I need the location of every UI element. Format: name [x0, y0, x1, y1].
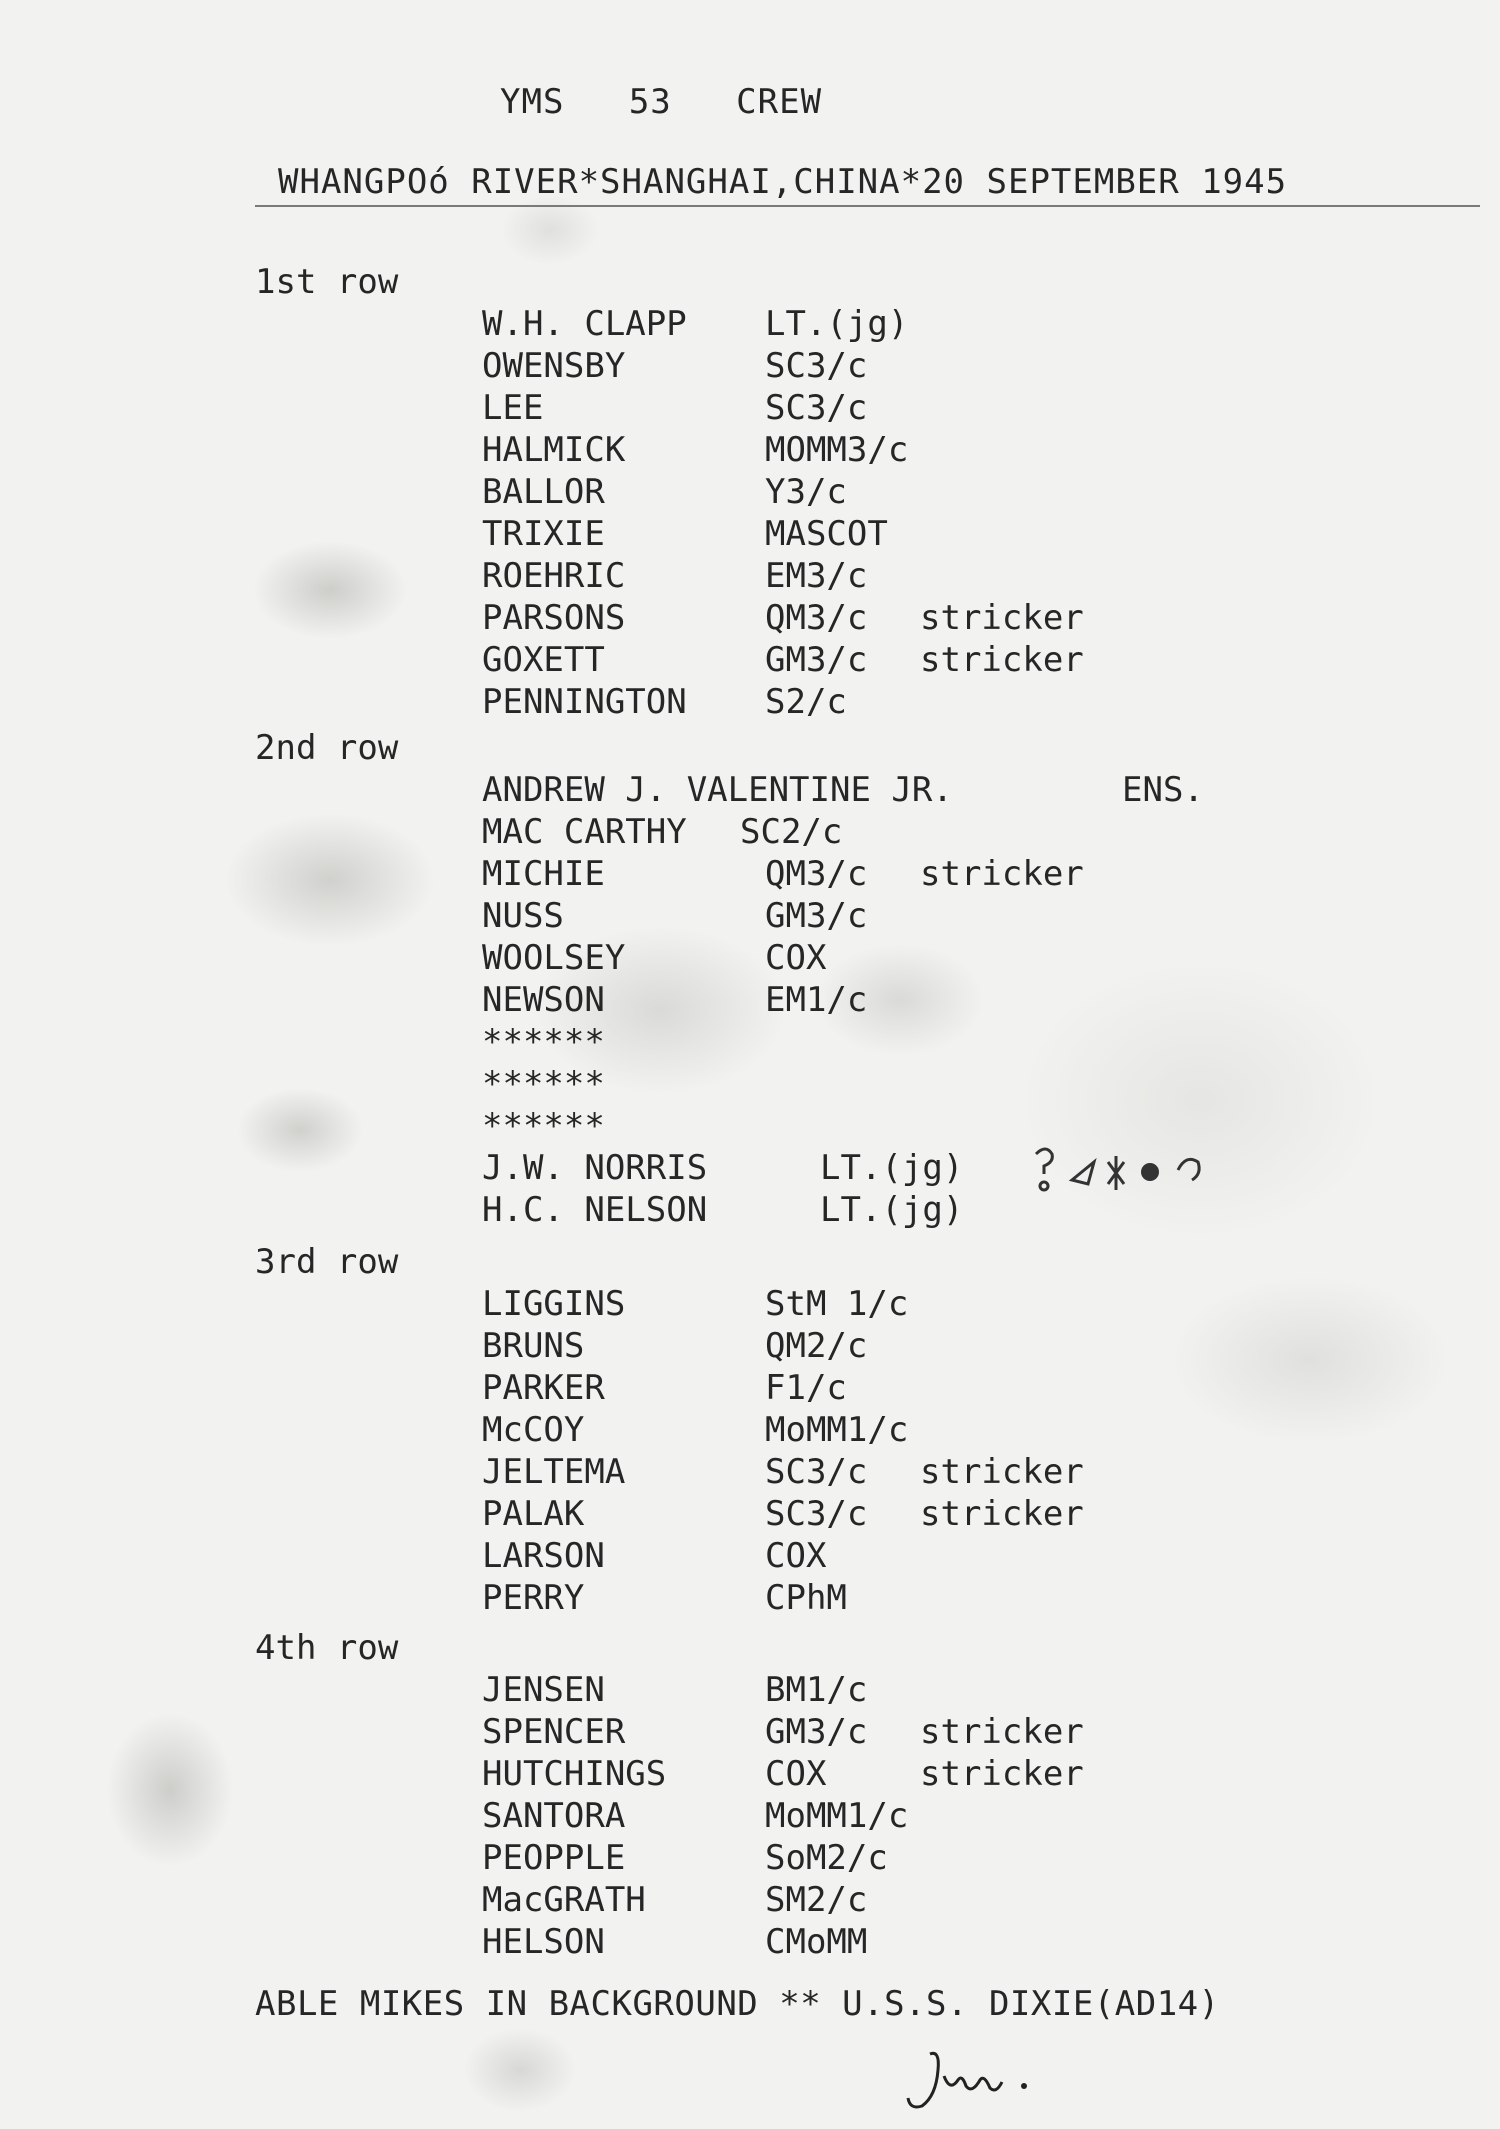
- crew-note: stricker: [920, 640, 1084, 680]
- crew-rate: COX: [765, 1754, 827, 1794]
- crew-rate: SC3/c: [765, 1452, 868, 1492]
- crew-rate: ENS.: [1122, 770, 1204, 810]
- crew-name: JENSEN: [482, 1670, 605, 1710]
- crew-rate: F1/c: [765, 1368, 847, 1408]
- crew-name: TRIXIE: [482, 514, 605, 554]
- crew-name: NEWSON: [482, 980, 605, 1020]
- row-label-4th: 4th row: [255, 1628, 399, 1668]
- crew-rate: MASCOT: [765, 514, 888, 554]
- crew-note: stricker: [920, 1452, 1084, 1492]
- crew-rate: LT.(jg): [820, 1190, 964, 1230]
- crew-name: LIGGINS: [482, 1284, 626, 1324]
- crew-rate: MoMM1/c: [765, 1410, 909, 1450]
- crew-name: PENNINGTON: [482, 682, 687, 722]
- crew-rate: SoM2/c: [765, 1838, 888, 1878]
- crew-rate: GM3/c: [765, 1712, 868, 1752]
- asterisk-line: ******: [482, 1064, 605, 1104]
- crew-name: SPENCER: [482, 1712, 626, 1752]
- crew-name: HALMICK: [482, 430, 626, 470]
- handwritten-marks: [1028, 1140, 1228, 1200]
- crew-rate: StM 1/c: [765, 1284, 909, 1324]
- crew-name: ROEHRIC: [482, 556, 626, 596]
- crew-note: stricker: [920, 598, 1084, 638]
- crew-rate: BM1/c: [765, 1670, 868, 1710]
- crew-name: MICHIE: [482, 854, 605, 894]
- crew-rate: SC2/c: [740, 812, 843, 852]
- crew-name: GOXETT: [482, 640, 605, 680]
- crew-rate: Y3/c: [765, 472, 847, 512]
- crew-rate: SC3/c: [765, 388, 868, 428]
- crew-name: BRUNS: [482, 1326, 585, 1366]
- crew-rate: SM2/c: [765, 1880, 868, 1920]
- crew-name: NUSS: [482, 896, 564, 936]
- crew-rate: SC3/c: [765, 346, 868, 386]
- crew-name: PERRY: [482, 1578, 585, 1618]
- crew-name: PARSONS: [482, 598, 626, 638]
- document-title: YMS 53 CREW: [500, 82, 823, 122]
- crew-name: HUTCHINGS: [482, 1754, 667, 1794]
- crew-name: SANTORA: [482, 1796, 626, 1836]
- crew-note: stricker: [920, 1754, 1084, 1794]
- crew-name: MacGRATH: [482, 1880, 646, 1920]
- crew-name: H.C. NELSON: [482, 1190, 708, 1230]
- row-label-2nd: 2nd row: [255, 728, 399, 768]
- crew-name: PEOPPLE: [482, 1838, 626, 1878]
- crew-rate: GM3/c: [765, 640, 868, 680]
- crew-name: HELSON: [482, 1922, 605, 1962]
- crew-name: LARSON: [482, 1536, 605, 1576]
- crew-name: OWENSBY: [482, 346, 626, 386]
- crew-name: ANDREW J. VALENTINE JR.: [482, 770, 953, 810]
- crew-rate: QM3/c: [765, 598, 868, 638]
- crew-rate: COX: [765, 1536, 827, 1576]
- crew-rate: MOMM3/c: [765, 430, 909, 470]
- document-subtitle: WHANGPOó RIVER*SHANGHAI,CHINA*20 SEPTEMBER 1945: [278, 162, 1288, 202]
- crew-rate: LT.(jg): [765, 304, 909, 344]
- crew-name: JELTEMA: [482, 1452, 626, 1492]
- crew-rate: SC3/c: [765, 1494, 868, 1534]
- crew-rate: S2/c: [765, 682, 847, 722]
- crew-rate: EM3/c: [765, 556, 868, 596]
- crew-note: stricker: [920, 854, 1084, 894]
- row-label-1st: 1st row: [255, 262, 399, 302]
- crew-rate: QM2/c: [765, 1326, 868, 1366]
- crew-name: PARKER: [482, 1368, 605, 1408]
- crew-rate: CMoMM: [765, 1922, 868, 1962]
- crew-name: PALAK: [482, 1494, 585, 1534]
- crew-name: J.W. NORRIS: [482, 1148, 708, 1188]
- crew-name: BALLOR: [482, 472, 605, 512]
- crew-name: WOOLSEY: [482, 938, 626, 978]
- handwritten-signature: [900, 2040, 1060, 2120]
- crew-rate: MoMM1/c: [765, 1796, 909, 1836]
- subtitle-underline: [255, 205, 1480, 207]
- crew-name: MAC CARTHY: [482, 812, 687, 852]
- asterisk-line: ******: [482, 1022, 605, 1062]
- crew-rate: QM3/c: [765, 854, 868, 894]
- crew-rate: EM1/c: [765, 980, 868, 1020]
- crew-note: stricker: [920, 1712, 1084, 1752]
- crew-rate: COX: [765, 938, 827, 978]
- footer-caption: ABLE MIKES IN BACKGROUND ** U.S.S. DIXIE(AD14): [255, 1984, 1220, 2024]
- crew-note: stricker: [920, 1494, 1084, 1534]
- crew-rate: LT.(jg): [820, 1148, 964, 1188]
- asterisk-line: ******: [482, 1106, 605, 1146]
- crew-name: W.H. CLAPP: [482, 304, 687, 344]
- row-label-3rd: 3rd row: [255, 1242, 399, 1282]
- crew-rate: GM3/c: [765, 896, 868, 936]
- crew-name: LEE: [482, 388, 544, 428]
- crew-name: McCOY: [482, 1410, 585, 1450]
- crew-rate: CPhM: [765, 1578, 847, 1618]
